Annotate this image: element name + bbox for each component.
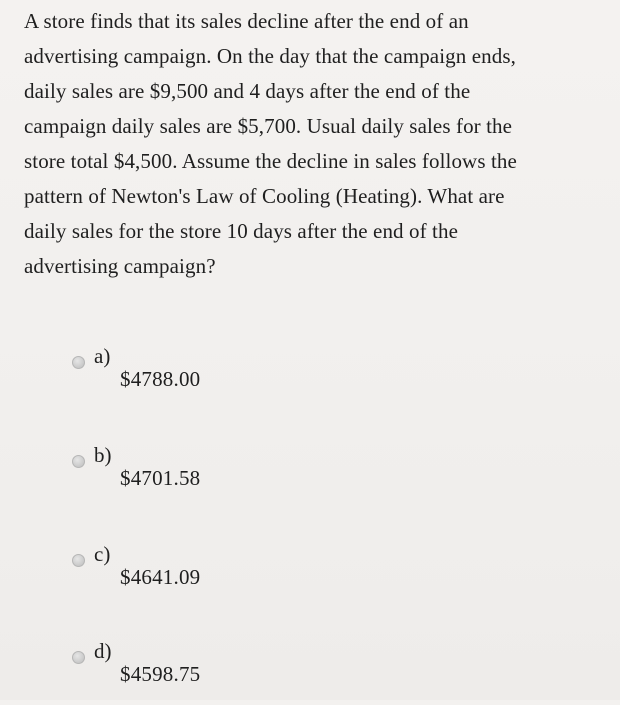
radio-button-d[interactable] [72,651,85,664]
option-value: $4788.00 [120,367,201,391]
option-letter: c) [94,542,111,566]
answer-option-b[interactable] [72,443,292,509]
answer-option-d[interactable] [72,639,292,705]
question-line: store total $4,500. Assume the decline in sales follows the [24,149,517,173]
question-line: daily sales are $9,500 and 4 days after the end of the [24,79,471,103]
radio-button-b[interactable] [72,455,85,468]
question-line: advertising campaign? [24,254,216,278]
question-line: advertising campaign. On the day that the campaign ends, [24,44,516,68]
question-text [24,4,584,284]
question-line: daily sales for the store 10 days after the end of the [24,219,459,243]
option-letter: d) [94,639,112,663]
option-value: $4701.58 [120,466,201,490]
option-letter: a) [94,344,111,368]
answer-option-a[interactable] [72,344,292,410]
radio-button-c[interactable] [72,554,85,567]
option-letter: b) [94,443,112,467]
option-value: $4641.09 [120,565,201,589]
option-value: $4598.75 [120,662,201,686]
question-line: A store finds that its sales decline after the end of an [24,9,469,33]
answer-option-c[interactable] [72,542,292,608]
radio-button-a[interactable] [72,356,85,369]
question-line: campaign daily sales are $5,700. Usual daily sales for the [24,114,513,138]
question-line: pattern of Newton's Law of Cooling (Heating). What are [24,184,505,208]
